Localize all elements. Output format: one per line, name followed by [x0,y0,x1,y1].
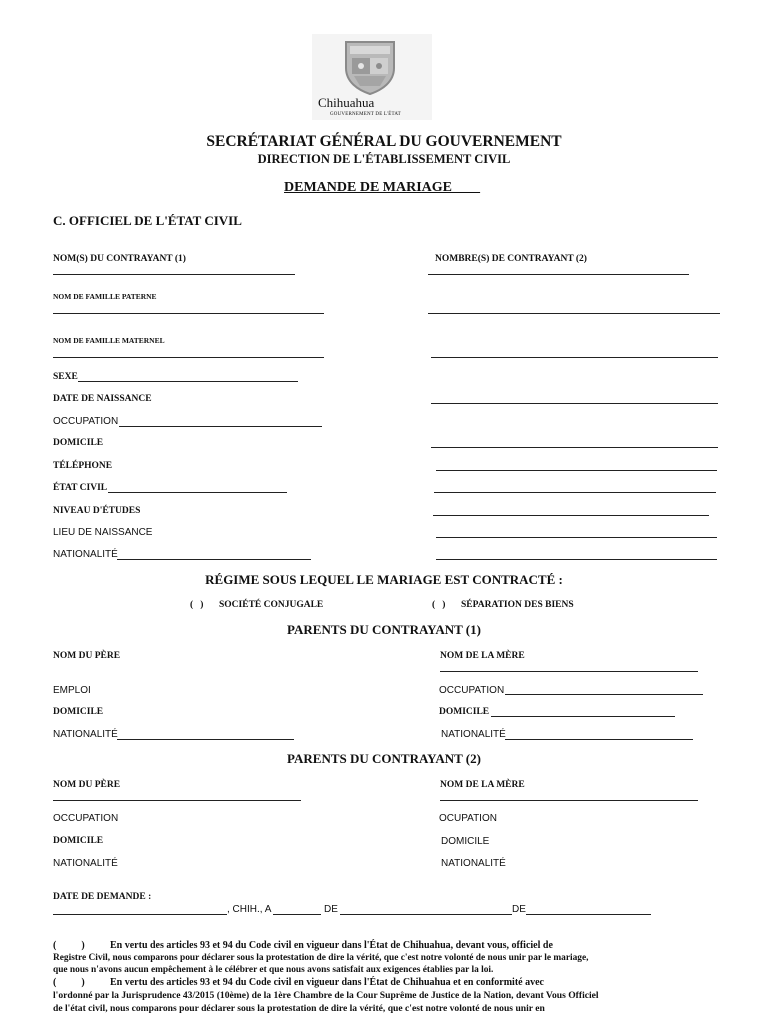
contractant1-maternal-field[interactable] [53,357,324,358]
parents1-nationality-right-field[interactable] [505,739,693,740]
contractant2-maternal-field[interactable] [431,357,718,358]
parents1-job-label: EMPLOI [53,685,91,696]
parents2-mother-field[interactable] [440,800,698,801]
parents2-heading: PARENTS DU CONTRAYANT (2) [287,751,481,766]
parents2-nationality-left-label: NATIONALITÉ [53,858,118,869]
chihuahua-label: , CHIH., A [227,904,272,915]
declaration1-line2: Registre Civil, nous comparons pour déclarer sous la protestation de dire la vérité, que c'est notre volonté de nous unir par le mariage, [53,953,589,963]
logo-government-label: GOUVERNEMENT DE L'ÉTAT [330,112,401,117]
contractant2-name-label: NOMBRE(S) DE CONTRAYANT (2) [435,254,587,264]
nationality-label: NATIONALITÉ [53,549,118,560]
parents2-mother-label: NOM DE LA MÈRE [440,780,525,790]
parents1-nationality-left-label: NATIONALITÉ [53,729,118,740]
address-label: DOMICILE [53,438,104,448]
contractant1-name-field[interactable] [53,274,295,275]
parents1-address-field[interactable] [491,716,675,717]
regime-heading: RÉGIME SOUS LEQUEL LE MARIAGE EST CONTRACTÉ : [205,572,563,587]
parents2-address-right-label: DOMICILE [441,836,490,847]
parents1-heading: PARENTS DU CONTRAYANT (1) [287,622,481,637]
page-title: SECRÉTARIAT GÉNÉRAL DU GOUVERNEMENT [206,133,562,150]
parents2-father-field[interactable] [53,800,301,801]
parents1-occupation-field[interactable] [505,694,703,695]
parents1-mother-label: NOM DE LA MÈRE [440,651,525,661]
application-day-field[interactable] [53,914,227,915]
parents1-address-right-label: DOMICILE [439,707,490,717]
contractant2-phone-field[interactable] [436,470,717,471]
civil-status-label: ÉTAT CIVIL [53,483,108,493]
parents2-address-left-label: DOMICILE [53,836,104,846]
declaration2-line3: de l'état civil, nous comparons pour déclarer sous la protestation de dire la vérité, que c'est notre volonté de nous unir en [53,1003,545,1014]
occupation-label: OCCUPATION [53,416,119,427]
birthplace-label: LIEU DE NAISSANCE [53,527,153,538]
phone-label: TÉLÉPHONE [53,461,113,471]
declaration2-line1: En vertu des articles 93 et 94 du Code civil en vigueur dans l'État de Chihuahua et en conformité avec [110,977,544,988]
coat-of-arms-icon [342,38,398,96]
application-place-field[interactable] [273,914,321,915]
nationality-field[interactable] [117,559,311,560]
conjugal-society-label: SOCIÉTÉ CONJUGALE [219,600,324,610]
parents1-occupation-label: OCCUPATION [439,685,505,696]
conjugal-checkbox[interactable]: ( ) [190,600,204,610]
contractant2-paternal-field[interactable] [428,313,720,314]
sex-label: SEXE [53,372,78,382]
parents2-father-label: NOM DU PÈRE [53,780,121,790]
date-de-label-1: DE [324,904,338,915]
contractant2-civil-status-field[interactable] [434,492,716,493]
form-title: DEMANDE DE MARIAGE____ [284,180,480,195]
declaration1-line3: que nous n'avons aucun empêchement à le célébrer et que nous avons satisfait aux exigences établies par la loi. [53,965,494,975]
declaration1-checkbox[interactable]: ( ) [53,940,85,951]
parents2-occupation-right-label: OCUPATION [439,813,497,824]
contractant2-birthplace-field[interactable] [436,537,717,538]
page-subtitle: DIRECTION DE L'ÉTABLISSEMENT CIVIL [257,152,511,166]
education-label: NIVEAU D'ÉTUDES [53,506,141,516]
maternal-surname-label: NOM DE FAMILLE MATERNEL [53,336,165,345]
parents2-nationality-right-label: NATIONALITÉ [441,858,506,869]
occupation-field[interactable] [119,426,322,427]
parents2-occupation-left-label: OCCUPATION [53,813,119,824]
contractant2-address-field[interactable] [431,447,718,448]
contractant2-name-field[interactable] [428,274,689,275]
separation-checkbox[interactable]: ( ) [432,600,446,610]
paternal-surname-label: NOM DE FAMILLE PATERNE [53,292,157,301]
contractant1-name-label: NOM(S) DU CONTRAYANT (1) [53,254,186,264]
parents1-nationality-right-label: NATIONALITÉ [441,729,506,740]
parents1-mother-field[interactable] [440,671,698,672]
contractant1-paternal-field[interactable] [53,313,324,314]
declaration2-line2: l'ordonné par la Jurisprudence 43/2015 (10ème) de la 1ère Chambre de la Cour Suprême de Justice de la Nation, devant Vous Officiel [53,990,599,1001]
contractant2-education-field[interactable] [433,515,709,516]
application-date-label: DATE DE DEMANDE : [53,892,152,902]
date-de-label-2: DE [512,904,526,915]
civil-status-field[interactable] [108,492,287,493]
declaration2-checkbox[interactable]: ( ) [53,977,85,988]
logo-state-name: Chihuahua [318,95,375,110]
parents1-father-label: NOM DU PÈRE [53,651,121,661]
application-month-field[interactable] [340,914,512,915]
separation-of-property-label: SÉPARATION DES BIENS [461,600,574,610]
sex-field[interactable] [78,381,298,382]
officer-heading: C. OFFICIEL DE L'ÉTAT CIVIL [53,213,242,228]
parents1-nationality-left-field[interactable] [117,739,294,740]
birth-date-label: DATE DE NAISSANCE [53,394,152,404]
declaration1-line1: En vertu des articles 93 et 94 du Code civil en vigueur dans l'État de Chihuahua, devant vous, officiel de [110,940,553,951]
parents1-address-left-label: DOMICILE [53,707,104,717]
contractant2-birth-date-field[interactable] [431,403,718,404]
contractant2-nationality-field[interactable] [436,559,717,560]
application-year-field[interactable] [526,914,651,915]
